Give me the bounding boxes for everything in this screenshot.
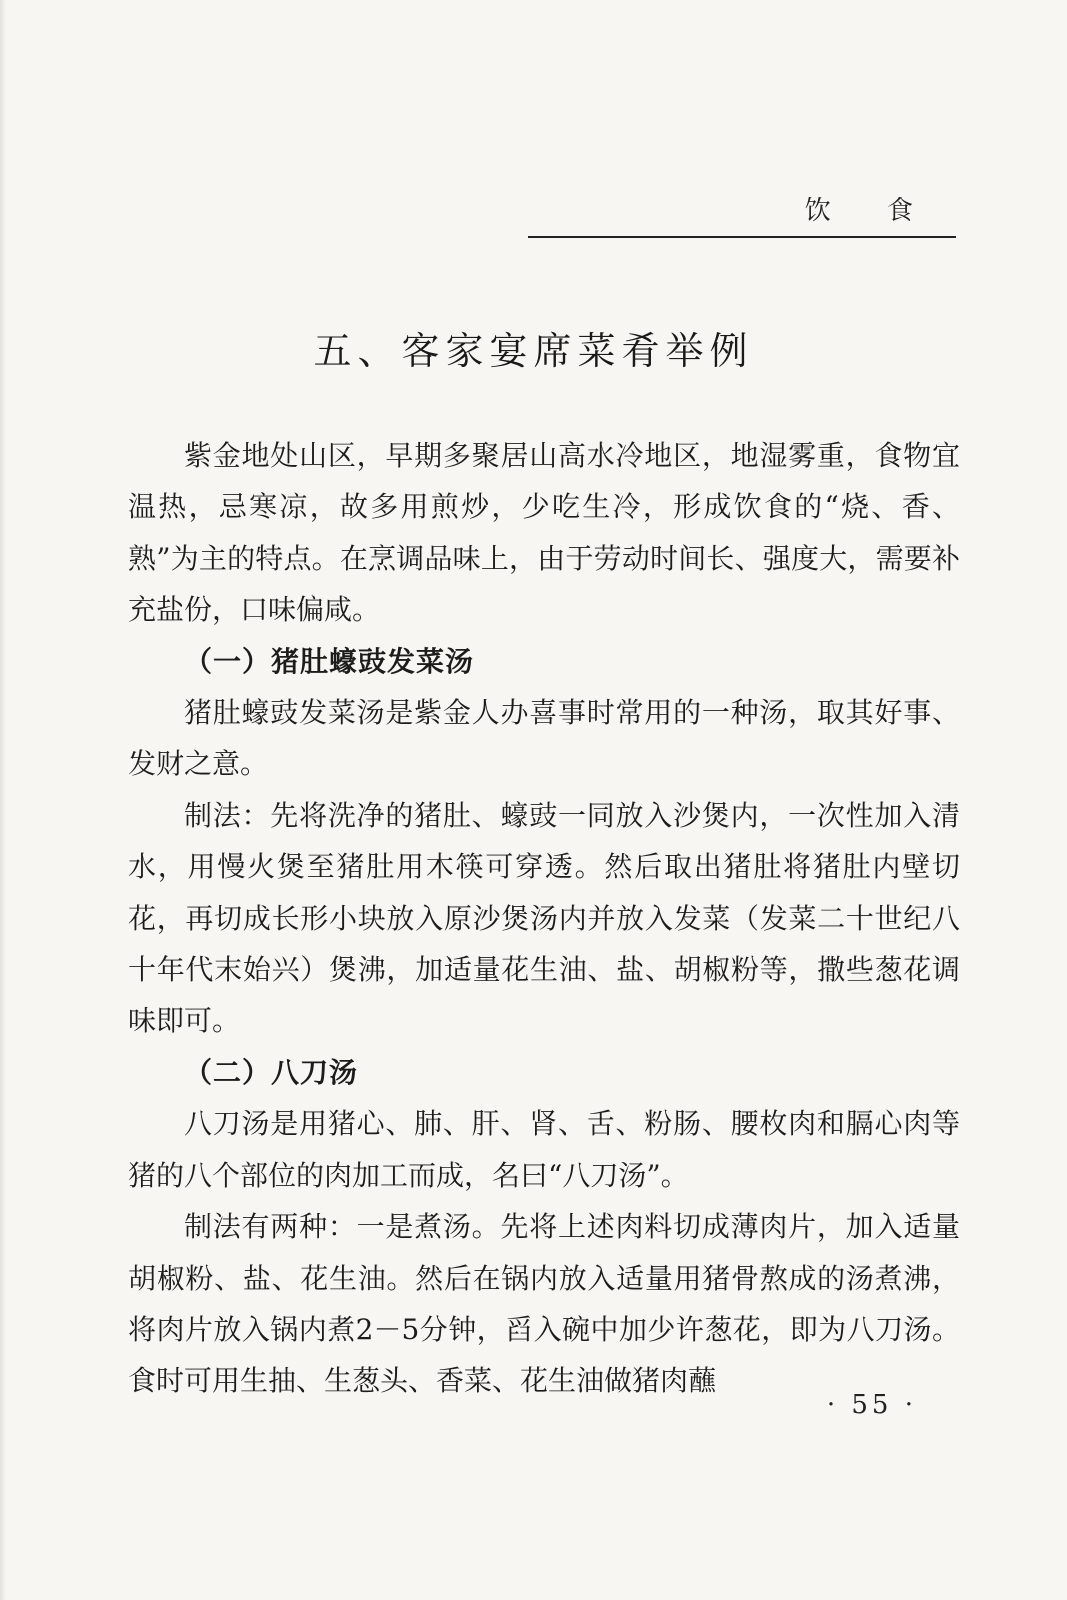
section2-paragraph-1: 八刀汤是用猪心、肺、肝、肾、舌、粉肠、腰枚肉和膈心肉等猪的八个部位的肉加工而成，名曰“八刀汤”。: [128, 1107, 960, 1192]
page-number: · 55 ·: [826, 1390, 917, 1420]
running-head: 饮 食: [804, 196, 937, 226]
page-edge-shadow: [0, 0, 6, 1600]
section-heading-1: （一）猪肚蠔豉发菜汤: [184, 644, 475, 678]
chapter-title: 五、客家宴席菜肴举例: [313, 329, 754, 373]
header-rule: [528, 236, 956, 238]
intro-paragraph: 紫金地处山区，早期多聚居山高水冷地区，地湿雾重，食物宜温热，忌寒凉，故多用煎炒，少吃生冷，形成饮食的“烧、香、熟”为主的特点。在烹调品味上，由于劳动时间长、强度大，需要补充盐份，口味偏咸。: [128, 439, 960, 627]
section-heading-2: （二）八刀汤: [184, 1055, 359, 1089]
section1-paragraph-1: 猪肚蠔豉发菜汤是紫金人办喜事时常用的一种汤，取其好事、发财之意。: [128, 696, 960, 781]
section1-paragraph-2: 制法：先将洗净的猪肚、蠔豉一同放入沙煲内，一次性加入清水，用慢火煲至猪肚用木筷可穿透。然后取出猪肚将猪肚内壁切花，再切成长形小块放入原沙煲汤内并放入发菜（发菜二十世纪八十年代末始兴）煲沸，加适量花生油、盐、胡椒粉等，撒些葱花调味即可。: [128, 798, 960, 1038]
section2-paragraph-2: 制法有两种：一是煮汤。先将上述肉料切成薄肉片，加入适量胡椒粉、盐、花生油。然后在锅内放入适量用猪骨熬成的汤煮沸，将肉片放入锅内煮2－5分钟，舀入碗中加少许葱花，即为八刀汤。食时可用生抽、生葱头、香菜、花生油做猪肉蘸: [128, 1210, 960, 1398]
body-text: [128, 430, 960, 1407]
